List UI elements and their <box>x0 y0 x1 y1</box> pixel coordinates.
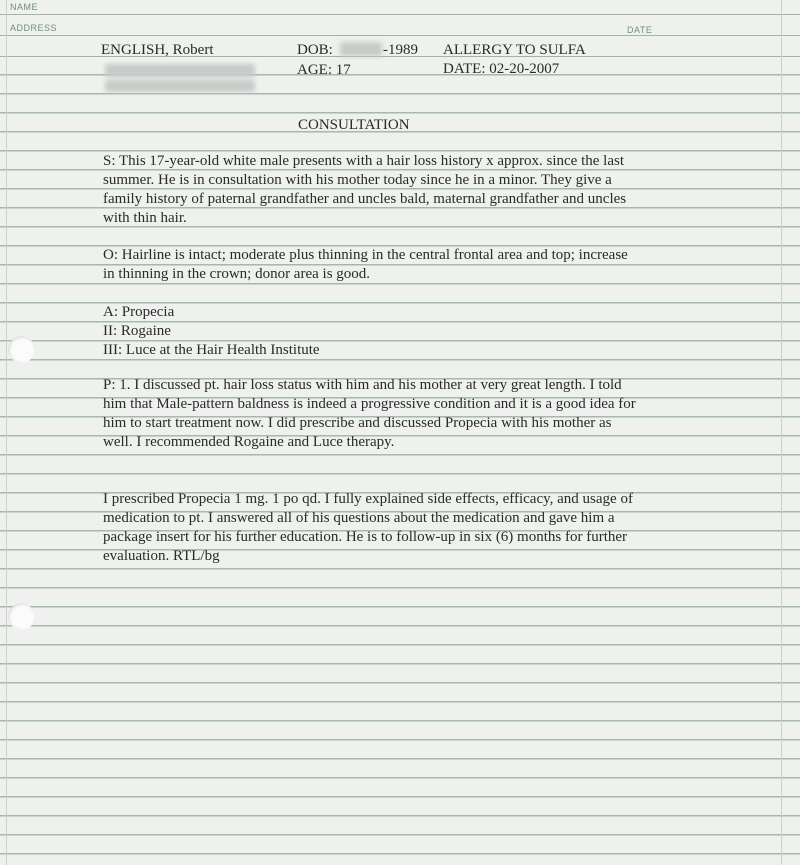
assessment-section <box>103 303 320 360</box>
objective-section <box>103 246 628 284</box>
assessment-line: III: Luce at the Hair Health Institute <box>103 342 320 358</box>
subjective-line: summer. He is in consultation with his mother today since he in a minor. They give a <box>103 172 612 188</box>
date-label: DATE <box>627 25 653 35</box>
binder-hole-bottom <box>8 603 35 630</box>
right-margin-line <box>781 0 782 865</box>
plan-line: him to start treatment now. I did prescribe and discussed Propecia with his mother as <box>103 415 612 431</box>
objective-line: O: Hairline is intact; moderate plus thinning in the central frontal area and top; increase <box>103 247 628 263</box>
plan-line: well. I recommended Rogaine and Luce therapy. <box>103 434 395 450</box>
subjective-line: family history of paternal grandfather and uncles bald, maternal grandfather and uncles <box>103 191 627 207</box>
prescription-line: medication to pt. I answered all of his questions about the medication and gave him a <box>103 510 615 526</box>
dob-year: -1989 <box>383 42 418 58</box>
address-label: ADDRESS <box>10 23 58 33</box>
assessment-line: II: Rogaine <box>103 323 171 339</box>
subjective-section <box>103 152 626 228</box>
visit-date: DATE: 02-20-2007 <box>443 61 560 77</box>
address-rule <box>0 35 800 36</box>
dob-label: DOB: <box>297 42 333 58</box>
allergy: ALLERGY TO SULFA <box>443 42 586 58</box>
prescription-line: I prescribed Propecia 1 mg. 1 po qd. I fully explained side effects, efficacy, and usage of <box>103 491 633 507</box>
redacted-dob <box>340 42 382 56</box>
plan-line: him that Male-pattern baldness is indeed a progressive condition and it is a good idea for <box>103 396 636 412</box>
name-label: NAME <box>10 2 39 12</box>
assessment-line: A: Propecia <box>103 304 175 320</box>
binder-hole-top <box>8 336 35 363</box>
patient-name: ENGLISH, Robert <box>101 42 214 58</box>
left-margin-line <box>6 0 7 865</box>
redacted-address-line-1 <box>105 64 255 77</box>
plan-line: P: 1. I discussed pt. hair loss status with him and his mother at very great length. I told <box>103 377 622 393</box>
subjective-line: S: This 17-year-old white male presents with a hair loss history x approx. since the last <box>103 153 624 169</box>
prescription-section <box>103 490 633 566</box>
document-title: CONSULTATION <box>298 117 410 133</box>
age: AGE: 17 <box>297 62 351 78</box>
prescription-line: package insert for his further education. He is to follow-up in six (6) months for further <box>103 529 628 545</box>
subjective-line: with thin hair. <box>103 210 187 226</box>
plan-section <box>103 376 636 452</box>
name-rule <box>0 14 800 15</box>
prescription-line: evaluation. RTL/bg <box>103 548 220 564</box>
objective-line: in thinning in the crown; donor area is good. <box>103 266 371 282</box>
redacted-address-line-2 <box>105 80 255 92</box>
